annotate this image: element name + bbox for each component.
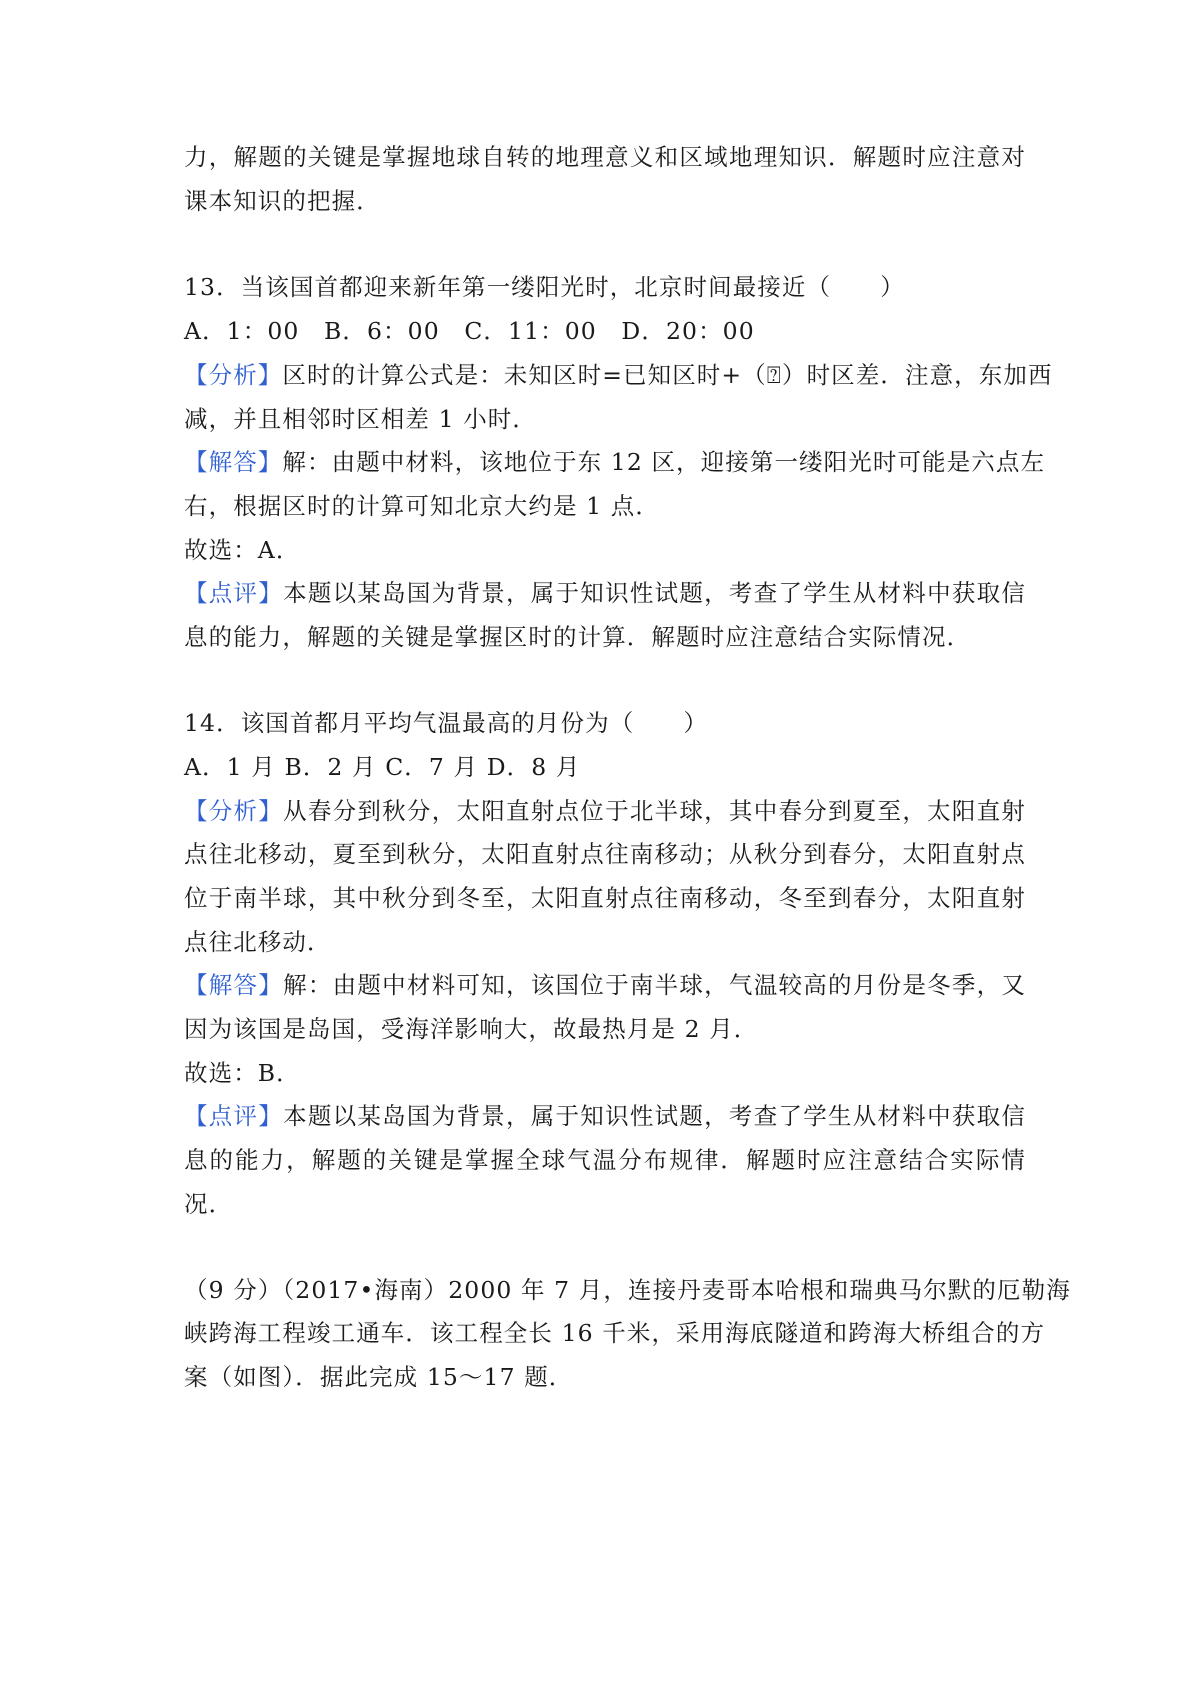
answer-tag: 【解答】 xyxy=(184,971,284,999)
q14-answer-text: 解：由题中材料可知，该国位于南半球，气温较高的月份是冬季，又 xyxy=(283,971,1026,999)
q13-analysis-line-2: 减，并且相邻时区相差 1 小时． xyxy=(184,405,537,433)
material-line-1: （9 分）（2017•海南）2000 年 7 月，连接丹麦哥本哈根和瑞典马尔默的厄勒海 xyxy=(184,1276,1071,1304)
q13-question: 13．当该国首都迎来新年第一缕阳光时，北京时间最接近（ ） xyxy=(184,273,905,301)
q14-comment-text: 本题以某岛国为背景，属于知识性试题，考查了学生从材料中获取信 xyxy=(283,1102,1026,1130)
q14-choice: 故选：B． xyxy=(184,1059,301,1087)
q14-analysis-line-3: 位于南半球，其中秋分到冬至，太阳直射点往南移动，冬至到春分，太阳直射 xyxy=(184,884,1026,912)
q13-analysis-text: 区时的计算公式是：未知区时=已知区时+（⍰）时区差．注意，东加西 xyxy=(282,361,1053,389)
q14-question: 14．该国首都月平均气温最高的月份为（ ） xyxy=(184,709,709,737)
q13-answer-text: 解：由题中材料，该地位于东 12 区，迎接第一缕阳光时可能是六点左 xyxy=(282,448,1046,476)
q13-comment-line-2: 息的能力，解题的关键是掌握区时的计算．解题时应注意结合实际情况． xyxy=(184,623,972,651)
q13-comment-text: 本题以某岛国为背景，属于知识性试题，考查了学生从材料中获取信 xyxy=(283,579,1026,607)
comment-tag: 【点评】 xyxy=(184,1102,284,1130)
q13-answer-line-2: 右，根据区时的计算可知北京大约是 1 点． xyxy=(184,492,660,520)
q14-answer-line-1 xyxy=(184,971,1026,999)
q14-analysis-line-2: 点往北移动，夏至到秋分，太阳直射点往南移动；从秋分到春分，太阳直射点 xyxy=(184,840,1026,868)
q14-analysis-line-1 xyxy=(184,797,1026,825)
q14-analysis-text: 从春分到秋分，太阳直射点位于北半球，其中春分到夏至，太阳直射 xyxy=(283,797,1026,825)
q14-comment-line-2: 息的能力，解题的关键是掌握全球气温分布规律．解题时应注意结合实际情 xyxy=(184,1146,1026,1174)
material-line-3: 案（如图）．据此完成 15～17 题． xyxy=(184,1363,574,1391)
intro-line-2: 课本知识的把握． xyxy=(184,187,381,215)
q13-choice: 故选：A． xyxy=(184,536,301,564)
q13-comment-line-1 xyxy=(184,579,1026,607)
material-line-2: 峡跨海工程竣工通车．该工程全长 16 千米，采用海底隧道和跨海大桥组合的方 xyxy=(184,1319,1046,1347)
comment-tag: 【点评】 xyxy=(184,579,284,607)
q14-analysis-line-4: 点往北移动． xyxy=(184,928,332,956)
q14-answer-line-2: 因为该国是岛国，受海洋影响大，故最热月是 2 月． xyxy=(184,1015,759,1043)
intro-line-1: 力，解题的关键是掌握地球自转的地理意义和区域地理知识．解题时应注意对 xyxy=(184,143,1026,171)
q13-answer-line-1 xyxy=(184,448,1046,476)
q14-comment-line-1 xyxy=(184,1102,1026,1130)
analysis-tag: 【分析】 xyxy=(184,797,284,825)
q13-options: A．1：00 B．6：00 C．11：00 D．20：00 xyxy=(184,317,755,345)
answer-tag: 【解答】 xyxy=(184,448,283,476)
analysis-tag: 【分析】 xyxy=(184,361,283,389)
q14-comment-line-3: 况． xyxy=(184,1190,234,1218)
q13-analysis-line-1 xyxy=(184,361,1053,389)
q14-options: A．1 月 B．2 月 C．7 月 D．8 月 xyxy=(184,753,581,781)
